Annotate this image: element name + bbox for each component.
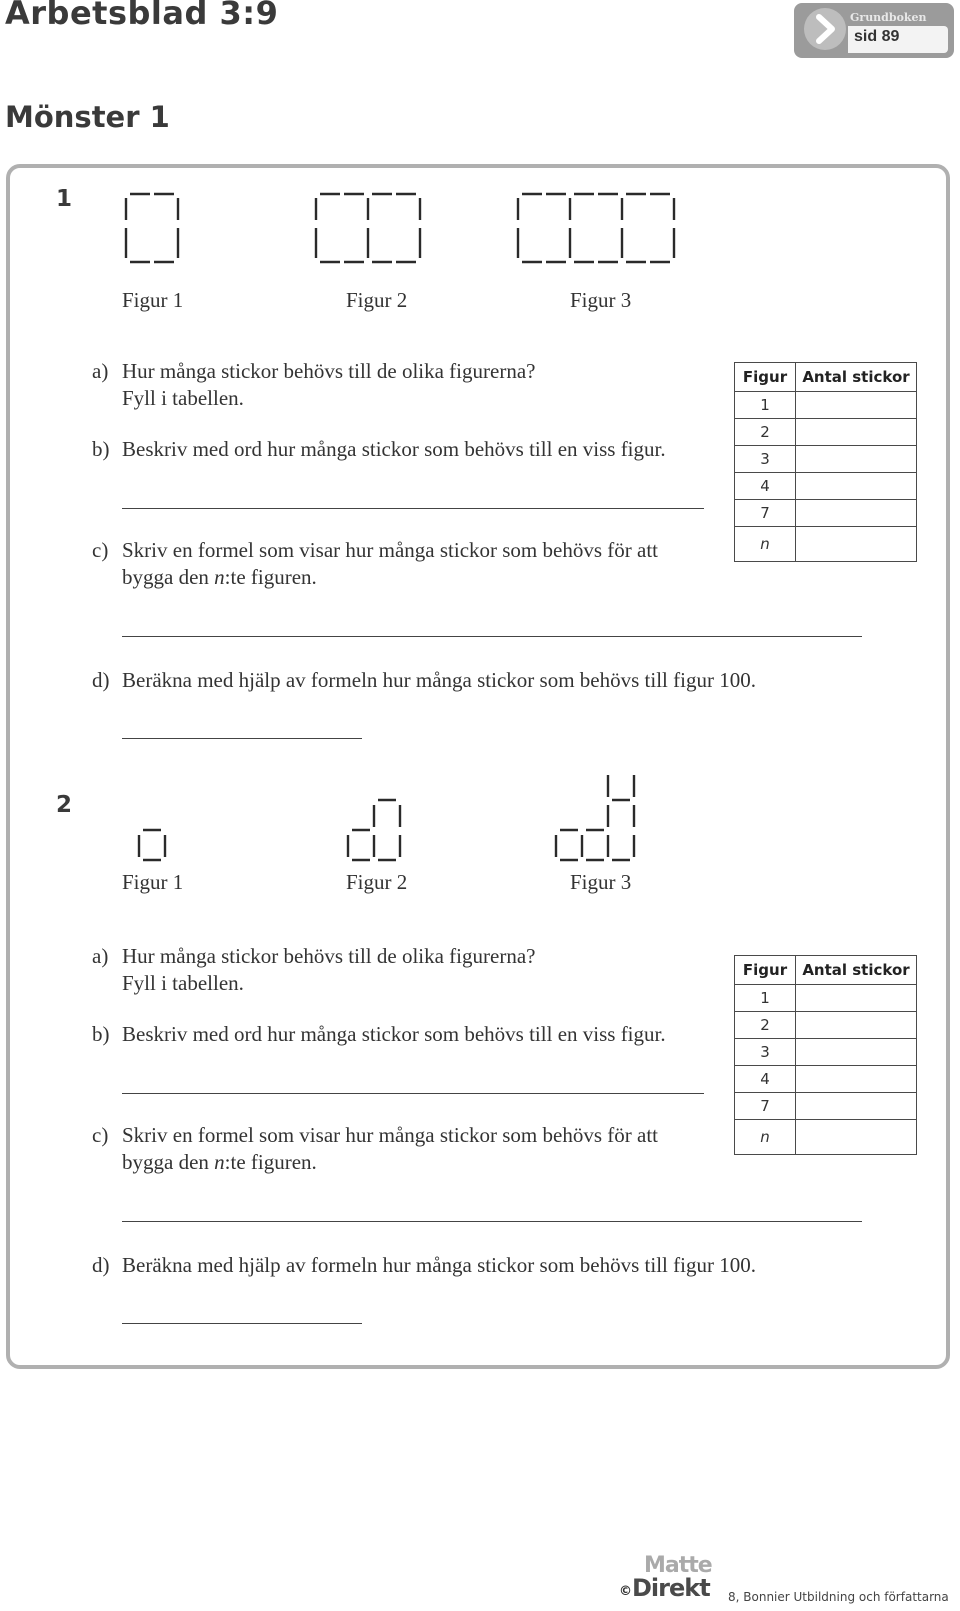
answer-line-d[interactable] <box>122 738 362 739</box>
question-label: d) <box>92 668 110 692</box>
table-cell-figure: n <box>735 527 796 562</box>
table-cell-figure: 4 <box>735 473 796 500</box>
question-text: Hur många stickor behövs till de olika figurerna? <box>122 359 536 383</box>
table-cell-figure: 7 <box>735 1093 796 1120</box>
question-label: d) <box>92 1253 110 1277</box>
section-title: Mönster 1 <box>5 100 170 134</box>
exercise-panel <box>6 164 950 1369</box>
figure-caption-2: Figur 2 <box>346 870 408 894</box>
question-text: :te figuren. <box>224 565 317 589</box>
question-text: Skriv en formel som visar hur många stickor som behövs för att <box>122 538 658 562</box>
badge-page-label: sid 89 <box>854 28 900 45</box>
question-label: c) <box>92 538 109 562</box>
footer-credit: 8, Bonnier Utbildning och författarna <box>728 1590 949 1604</box>
question-a-line2: Fyll i tabellen. <box>122 386 244 410</box>
answer-table <box>734 362 917 562</box>
question-label: a) <box>92 944 109 968</box>
publisher-logo-top: Matte <box>644 1553 712 1578</box>
table-row <box>735 1039 917 1066</box>
table-cell-figure: 3 <box>735 446 796 473</box>
answer-table <box>734 955 917 1155</box>
table-cell-figure: 1 <box>735 392 796 419</box>
question-c <box>92 1121 658 1149</box>
figure-caption-2: Figur 2 <box>346 288 408 312</box>
question-text: Skriv en formel som visar hur många stickor som behövs för att <box>122 1123 658 1147</box>
problem-number: 2 <box>56 792 73 818</box>
question-c-line2 <box>122 1148 317 1176</box>
question-b <box>92 435 666 463</box>
table-cell-figure: 7 <box>735 500 796 527</box>
table-row <box>735 1012 917 1039</box>
question-text: Beräkna med hjälp av formeln hur många stickor som behövs till figur 100. <box>122 668 756 692</box>
variable-n: n <box>214 565 225 589</box>
answer-line-c[interactable] <box>122 1221 862 1222</box>
table-cell-answer[interactable] <box>796 500 917 527</box>
table-row <box>735 473 917 500</box>
table-cell-answer[interactable] <box>796 392 917 419</box>
figure-caption-3: Figur 3 <box>570 870 632 894</box>
worksheet-title: Arbetsblad 3:9 <box>5 0 279 32</box>
question-label: b) <box>92 437 110 461</box>
table-row <box>735 1093 917 1120</box>
table-row <box>735 446 917 473</box>
table-cell-figure: 3 <box>735 1039 796 1066</box>
question-c <box>92 536 658 564</box>
problem-number: 1 <box>56 186 73 212</box>
question-d <box>92 1251 756 1279</box>
copyright-symbol: © <box>619 1584 632 1599</box>
table-row <box>735 1066 917 1093</box>
publisher-logo-bottom: Direkt <box>632 1574 710 1602</box>
question-b <box>92 1020 666 1048</box>
table-row <box>735 985 917 1012</box>
question-a <box>92 942 535 970</box>
table-cell-answer[interactable] <box>796 473 917 500</box>
figure-caption-1: Figur 1 <box>122 870 184 894</box>
table-cell-answer[interactable] <box>796 1120 917 1155</box>
question-text: bygga den <box>122 1150 215 1174</box>
table-cell-answer[interactable] <box>796 1012 917 1039</box>
badge-book-label: Grundboken <box>850 11 927 24</box>
question-text: :te figuren. <box>224 1150 317 1174</box>
figure-caption-3: Figur 3 <box>570 288 632 312</box>
table-header-figure: Figur <box>735 363 796 392</box>
table-cell-answer[interactable] <box>796 1093 917 1120</box>
question-label: c) <box>92 1123 109 1147</box>
table-cell-figure: 1 <box>735 985 796 1012</box>
table-cell-figure: n <box>735 1120 796 1155</box>
question-c-line2 <box>122 563 317 591</box>
table-cell-answer[interactable] <box>796 985 917 1012</box>
figure-caption-1: Figur 1 <box>122 288 184 312</box>
question-label: b) <box>92 1022 110 1046</box>
table-row <box>735 527 917 562</box>
table-row <box>735 500 917 527</box>
table-cell-answer[interactable] <box>796 527 917 562</box>
table-cell-figure: 2 <box>735 419 796 446</box>
answer-line-b[interactable] <box>122 1093 704 1094</box>
answer-line-c[interactable] <box>122 636 862 637</box>
matchstick-pattern-squares <box>110 186 710 276</box>
question-text: Beskriv med ord hur många stickor som behövs till en viss figur. <box>122 1022 666 1046</box>
table-cell-answer[interactable] <box>796 419 917 446</box>
question-label: a) <box>92 359 109 383</box>
question-text: Hur många stickor behövs till de olika figurerna? <box>122 944 536 968</box>
table-row <box>735 419 917 446</box>
table-row <box>735 1120 917 1155</box>
table-cell-answer[interactable] <box>796 1066 917 1093</box>
table-cell-answer[interactable] <box>796 446 917 473</box>
chevron-right-icon <box>804 8 846 50</box>
variable-n: n <box>214 1150 225 1174</box>
table-header-count: Antal stickor <box>796 363 917 392</box>
table-cell-figure: 2 <box>735 1012 796 1039</box>
table-row <box>735 392 917 419</box>
table-header-figure: Figur <box>735 956 796 985</box>
question-a <box>92 357 535 385</box>
question-d <box>92 666 756 694</box>
question-text: bygga den <box>122 565 215 589</box>
question-text: Beräkna med hjälp av formeln hur många stickor som behövs till figur 100. <box>122 1253 756 1277</box>
table-cell-figure: 4 <box>735 1066 796 1093</box>
table-cell-answer[interactable] <box>796 1039 917 1066</box>
table-header-count: Antal stickor <box>796 956 917 985</box>
answer-line-b[interactable] <box>122 508 704 509</box>
answer-line-d[interactable] <box>122 1323 362 1324</box>
matchstick-pattern-stairs <box>110 772 670 872</box>
question-text: Beskriv med ord hur många stickor som behövs till en viss figur. <box>122 437 666 461</box>
question-a-line2: Fyll i tabellen. <box>122 971 244 995</box>
